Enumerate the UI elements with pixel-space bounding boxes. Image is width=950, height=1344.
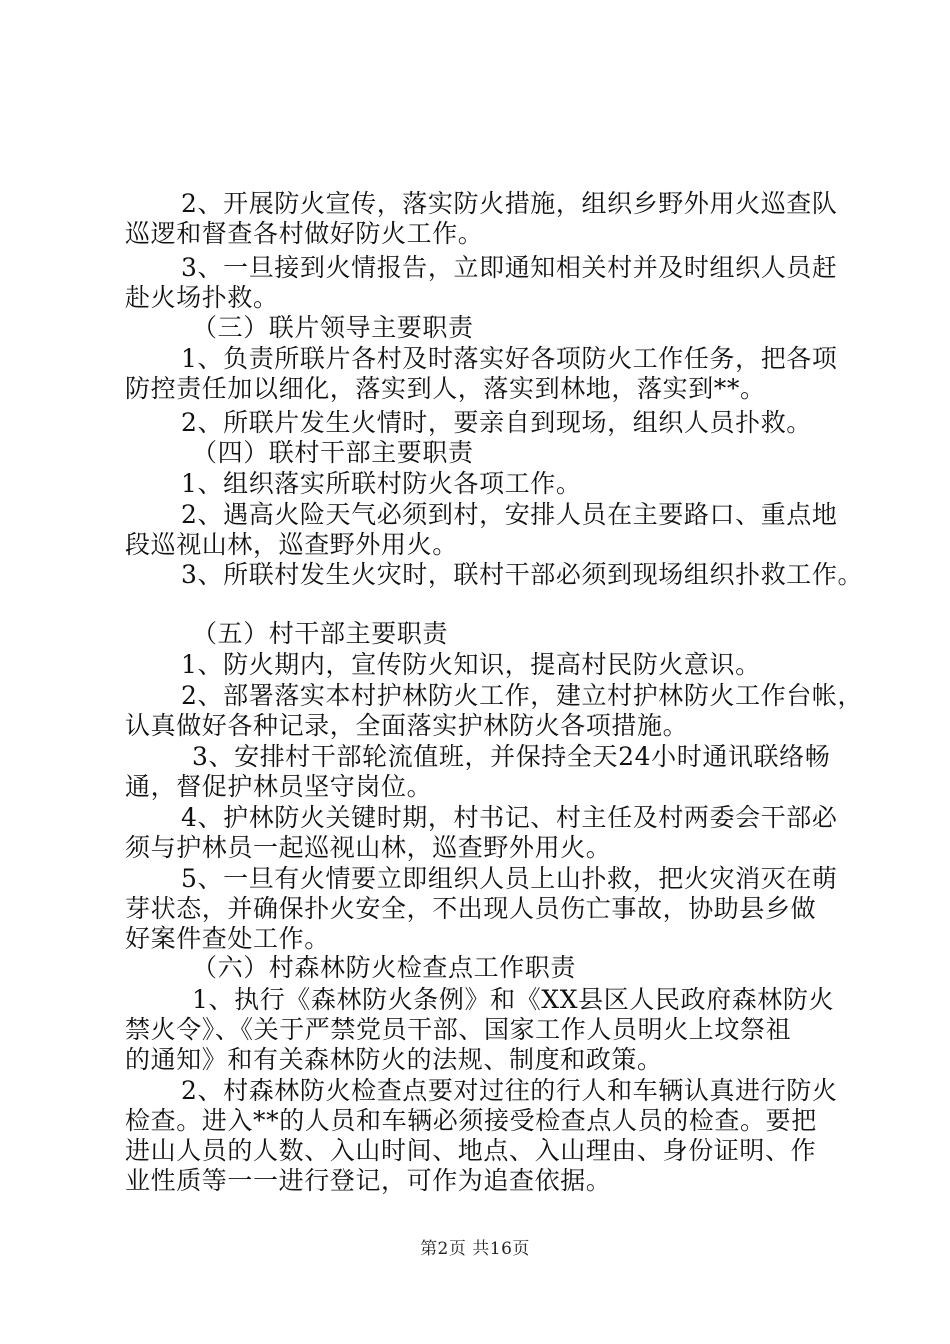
text-line: 的通知》和有关森林防火的法规、制度和政策。 xyxy=(125,1045,663,1074)
text-line: （五）村干部主要职责 xyxy=(192,619,449,648)
text-line: 禁火令》、《关于严禁党员干部、国家工作人员明火上坟祭祖 xyxy=(125,1015,792,1044)
text-line: 3、一旦接到火情报告，立即通知相关村并及时组织人员赶 xyxy=(181,253,838,282)
text-line: 认真做好各种记录，全面落实护林防火各项措施。 xyxy=(125,711,689,740)
text-line: 2、开展防火宣传，落实防火措施，组织乡野外用火巡查队 xyxy=(181,189,838,218)
text-line: 检查。进入**的人员和车辆必须接受检查点人员的检查。要把 xyxy=(125,1106,817,1135)
text-line: 进山人员的人数、入山时间、地点、入山理由、身份证明、作 xyxy=(125,1136,817,1165)
text-line: 2、所联片发生火情时，要亲自到现场，组织人员扑救。 xyxy=(181,408,812,437)
text-line: 段巡视山林，巡查野外用火。 xyxy=(125,530,458,559)
text-line: 赴火场扑救。 xyxy=(125,283,279,312)
text-line: （三）联片领导主要职责 xyxy=(192,313,474,342)
text-line: 防控责任加以细化，落实到人，落实到林地，落实到**。 xyxy=(125,374,766,403)
text-line: 芽状态，并确保扑火安全，不出现人员伤亡事故，协助县乡做 xyxy=(125,894,817,923)
text-line: 通，督促护林员坚守岗位。 xyxy=(125,772,433,801)
text-line: 5、一旦有火情要立即组织人员上山扑救，把火灾消灭在萌 xyxy=(181,864,838,893)
text-line: 2、遇高火险天气必须到村，安排人员在主要路口、重点地 xyxy=(181,500,838,529)
text-line: 1、组织落实所联村防火各项工作。 xyxy=(181,469,582,498)
text-line: 须与护林员一起巡视山林，巡查野外用火。 xyxy=(125,833,612,862)
text-line: 2、部署落实本村护林防火工作，建立村护林防火工作台帐， xyxy=(181,681,864,710)
text-line: 1、负责所联片各村及时落实好各项防火工作任务，把各项 xyxy=(181,344,838,373)
text-line: 3、所联村发生火灾时，联村干部必须到现场组织扑救工作。 xyxy=(181,560,864,589)
text-line: （六）村森林防火检查点工作职责 xyxy=(192,953,577,982)
text-line: （四）联村干部主要职责 xyxy=(192,438,474,467)
text-line: 巡逻和督查各村做好防火工作。 xyxy=(125,219,484,248)
text-line: 业性质等一一进行登记，可作为追查依据。 xyxy=(125,1166,612,1195)
text-line: 1、防火期内，宣传防火知识，提高村民防火意识。 xyxy=(181,650,761,679)
text-line: 4、护林防火关键时期，村书记、村主任及村两委会干部必 xyxy=(181,803,838,832)
text-line: 好案件查处工作。 xyxy=(125,924,330,953)
text-line: 1、执行《森林防火条例》和《XX县区人民政府森林防火 xyxy=(192,985,835,1014)
text-line: 3、安排村干部轮流值班，并保持全天24小时通讯联络畅 xyxy=(192,742,831,771)
text-line: 2、村森林防火检查点要对过往的行人和车辆认真进行防火 xyxy=(181,1076,838,1105)
page-footer: 第2页 共16页 xyxy=(420,1239,530,1259)
